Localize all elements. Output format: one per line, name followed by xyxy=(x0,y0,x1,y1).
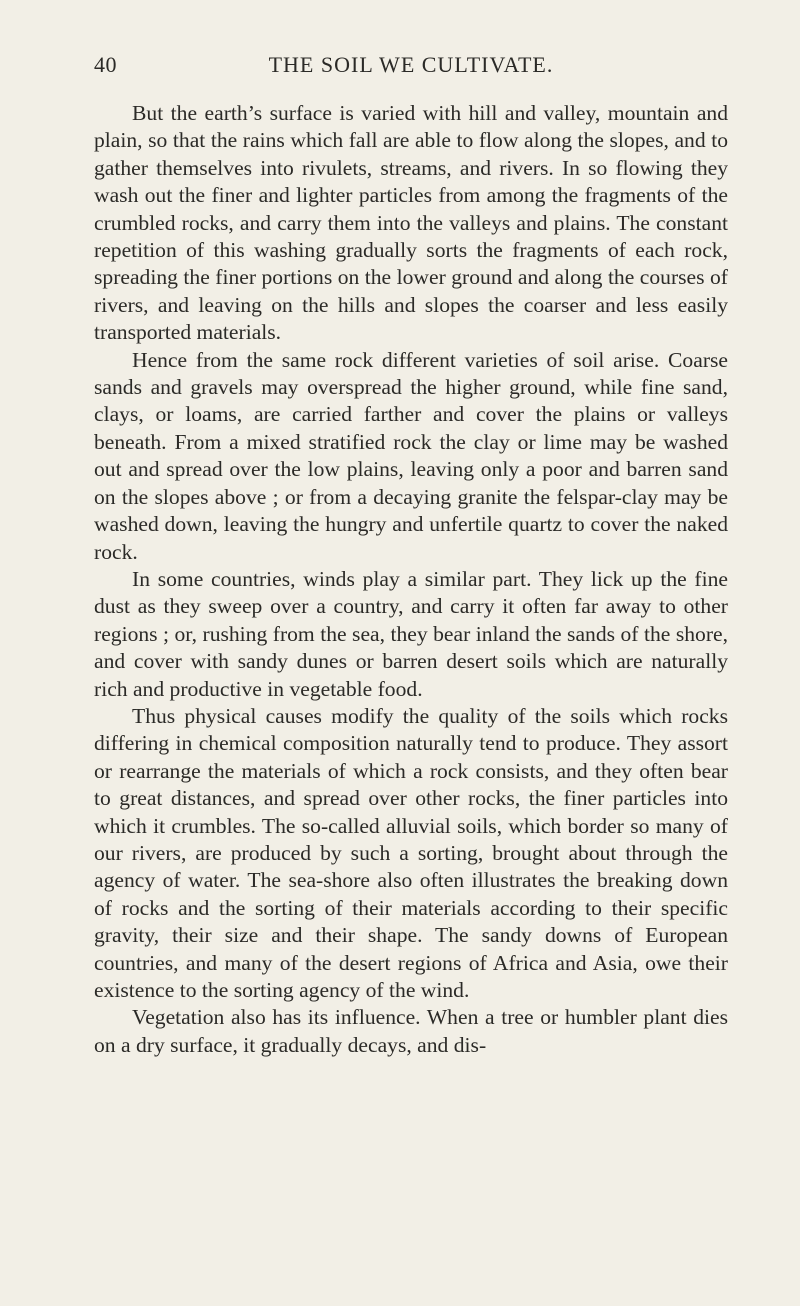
paragraph-5: Vegetation also has its influence. When a tree or humbler plant dies on a dry surface, it gradually decays, and dis- xyxy=(94,1005,728,1057)
paragraph-4: Thus physical causes modify the quality of the soils which rocks differing in chemical composition naturally tend to produce. They assort or rearrange the materials of which a rock consists, and they often bear to great distances, and spread over other rocks, the finer particles into which it crumbles. The so-called alluvial soils, which border so many of our rivers, are produced by such a sorting, brought about through the agency of water. The sea-shore also often illustrates the breaking down of rocks and the sorting of their materials according to their specific gravity, their size and their shape. The sandy downs of European countries, and many of the desert regions of Africa and Asia, owe their existence to the sorting agency of the wind. xyxy=(94,703,728,1002)
paragraph-3: In some countries, winds play a similar part. They lick up the fine dust as they sweep over a country, and carry it often far away to other regions ; or, rushing from the sea, they bear inland the sands of the shore, and cover with sandy dunes or barren desert soils which are naturally rich and productive in vegetable food. xyxy=(94,566,728,701)
running-head: THE SOIL WE CULTIVATE. xyxy=(268,52,554,77)
page-number: 40 xyxy=(94,52,117,77)
page-header xyxy=(94,52,728,82)
paragraph-1: But the earth’s surface is varied with hill and valley, mountain and plain, so that the rains which fall are able to flow along the slopes, and to gather themselves into rivulets, streams, and rivers. In so flowing they wash out the finer and lighter particles from among the fragments of the crumbled rocks, and carry them into the valleys and plains. The constant repetition of this washing gradually sorts the fragments of each rock, spreading the finer portions on the lower ground and along the courses of rivers, and leaving on the hills and slopes the coarser and less easily transported materials. xyxy=(94,101,728,345)
body-text xyxy=(94,100,728,1059)
paragraph-2: Hence from the same rock different varieties of soil arise. Coarse sands and gravels may overspread the higher ground, while fine sand, clays, or loams, are carried farther and cover the plains or valleys beneath. From a mixed stratified rock the clay or lime may be washed out and spread over the low plains, leaving only a poor and barren sand on the slopes above ; or from a decaying granite the felspar-clay may be washed down, leaving the hungry and unfertile quartz to cover the naked rock. xyxy=(94,347,728,564)
